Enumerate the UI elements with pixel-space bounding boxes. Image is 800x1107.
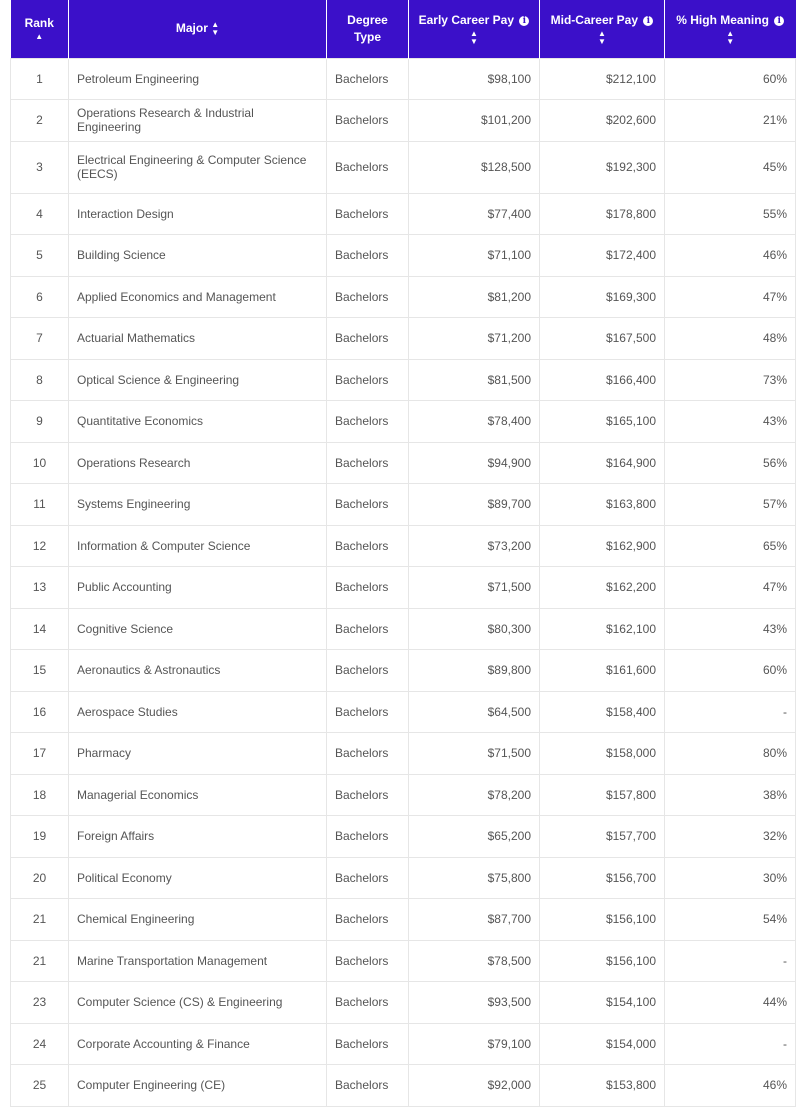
degree-type-cell: Bachelors — [327, 982, 409, 1024]
table-row — [11, 899, 796, 941]
degree-type-cell: Bachelors — [327, 650, 409, 692]
rank-cell: 17 — [11, 733, 69, 775]
early-career-pay-cell: $78,400 — [409, 401, 540, 443]
degree-type-cell: Bachelors — [327, 774, 409, 816]
rank-cell: 4 — [11, 193, 69, 235]
major-cell: Political Economy — [69, 857, 327, 899]
mid-career-pay-cell: $172,400 — [540, 235, 665, 277]
major-cell: Electrical Engineering & Computer Science (EECS) — [69, 141, 327, 193]
major-cell: Corporate Accounting & Finance — [69, 1023, 327, 1065]
mid-header-label: Mid-Career Pay — [550, 12, 639, 27]
meaning-header-label: % High Meaning — [676, 12, 769, 27]
major-cell: Aerospace Studies — [69, 691, 327, 733]
high-meaning-cell: 54% — [665, 899, 796, 941]
high-meaning-cell: 73% — [665, 359, 796, 401]
degree-type-cell: Bachelors — [327, 940, 409, 982]
high-meaning-cell: 55% — [665, 193, 796, 235]
table-row — [11, 318, 796, 360]
mid-career-pay-cell: $202,600 — [540, 100, 665, 142]
major-cell: Operations Research & Industrial Engineering — [69, 100, 327, 142]
table-row — [11, 235, 796, 277]
degree-type-cell: Bachelors — [327, 857, 409, 899]
major-cell: Applied Economics and Management — [69, 276, 327, 318]
table-row — [11, 193, 796, 235]
rank-cell: 5 — [11, 235, 69, 277]
table-body — [11, 58, 796, 1106]
early-career-pay-cell: $94,900 — [409, 442, 540, 484]
table-row — [11, 857, 796, 899]
table-row — [11, 141, 796, 193]
high-meaning-cell: 45% — [665, 141, 796, 193]
rank-cell: 15 — [11, 650, 69, 692]
degree-type-cell: Bachelors — [327, 816, 409, 858]
early-career-pay-cell: $78,200 — [409, 774, 540, 816]
mid-career-pay-cell: $154,100 — [540, 982, 665, 1024]
high-meaning-cell: 32% — [665, 816, 796, 858]
mid-career-pay-cell: $161,600 — [540, 650, 665, 692]
major-cell: Managerial Economics — [69, 774, 327, 816]
rank-cell: 21 — [11, 899, 69, 941]
high-meaning-cell: 57% — [665, 484, 796, 526]
rank-cell: 19 — [11, 816, 69, 858]
sort-up-down-icon: ▲ ▼ — [726, 28, 735, 46]
mid-career-pay-cell: $178,800 — [540, 193, 665, 235]
rank-header-label: Rank — [24, 16, 54, 31]
mid-career-pay-cell: $162,900 — [540, 525, 665, 567]
early-career-pay-cell: $87,700 — [409, 899, 540, 941]
major-cell: Pharmacy — [69, 733, 327, 775]
degree-type-cell: Bachelors — [327, 58, 409, 100]
degree-type-column-header[interactable] — [327, 0, 409, 58]
degree-type-cell: Bachelors — [327, 359, 409, 401]
high-meaning-cell: 48% — [665, 318, 796, 360]
mid-career-pay-cell: $192,300 — [540, 141, 665, 193]
major-cell: Building Science — [69, 235, 327, 277]
major-cell: Computer Science (CS) & Engineering — [69, 982, 327, 1024]
major-cell: Chemical Engineering — [69, 899, 327, 941]
high-meaning-cell: 60% — [665, 58, 796, 100]
mid-career-pay-cell: $158,000 — [540, 733, 665, 775]
early-career-pay-cell: $81,500 — [409, 359, 540, 401]
table-row — [11, 1023, 796, 1065]
mid-career-pay-cell: $154,000 — [540, 1023, 665, 1065]
salary-table — [10, 0, 796, 1107]
early-career-pay-cell: $65,200 — [409, 816, 540, 858]
mid-career-pay-cell: $156,100 — [540, 940, 665, 982]
degree-type-cell: Bachelors — [327, 100, 409, 142]
table-row — [11, 276, 796, 318]
degree-type-cell: Bachelors — [327, 608, 409, 650]
early-career-pay-cell: $71,500 — [409, 567, 540, 609]
high-meaning-cell: 46% — [665, 235, 796, 277]
major-cell: Cognitive Science — [69, 608, 327, 650]
mid-career-pay-cell: $164,900 — [540, 442, 665, 484]
rank-cell: 6 — [11, 276, 69, 318]
rank-cell: 25 — [11, 1065, 69, 1107]
rank-cell: 13 — [11, 567, 69, 609]
mid-career-pay-cell: $166,400 — [540, 359, 665, 401]
mid-career-pay-cell: $163,800 — [540, 484, 665, 526]
major-cell: Systems Engineering — [69, 484, 327, 526]
table-header-row — [11, 0, 796, 58]
high-meaning-cell: - — [665, 1023, 796, 1065]
mid-career-pay-column-header[interactable] — [540, 0, 665, 58]
major-cell: Public Accounting — [69, 567, 327, 609]
sort-up-down-icon: ▲ ▼ — [470, 28, 478, 46]
degree-type-cell: Bachelors — [327, 899, 409, 941]
major-cell: Quantitative Economics — [69, 401, 327, 443]
high-meaning-cell: 60% — [665, 650, 796, 692]
high-meaning-cell: - — [665, 691, 796, 733]
mid-career-pay-cell: $157,700 — [540, 816, 665, 858]
degree-type-cell: Bachelors — [327, 442, 409, 484]
early-career-pay-cell: $81,200 — [409, 276, 540, 318]
mid-career-pay-cell: $156,100 — [540, 899, 665, 941]
table-row — [11, 58, 796, 100]
early-career-pay-cell: $75,800 — [409, 857, 540, 899]
rank-cell: 7 — [11, 318, 69, 360]
major-cell: Aeronautics & Astronautics — [69, 650, 327, 692]
degree-type-cell: Bachelors — [327, 193, 409, 235]
major-cell: Operations Research — [69, 442, 327, 484]
table-row — [11, 484, 796, 526]
table-row — [11, 525, 796, 567]
high-meaning-cell: 44% — [665, 982, 796, 1024]
info-circle-icon[interactable]: i — [643, 16, 653, 26]
early-career-pay-cell: $93,500 — [409, 982, 540, 1024]
rank-column-header[interactable] — [11, 0, 69, 58]
high-meaning-cell: 65% — [665, 525, 796, 567]
mid-career-pay-cell: $162,200 — [540, 567, 665, 609]
early-career-pay-cell: $92,000 — [409, 1065, 540, 1107]
degree-type-cell: Bachelors — [327, 691, 409, 733]
early-career-pay-cell: $89,800 — [409, 650, 540, 692]
early-career-pay-cell: $71,200 — [409, 318, 540, 360]
early-career-pay-cell: $101,200 — [409, 100, 540, 142]
sort-up-down-icon: ▲ ▼ — [211, 20, 220, 38]
high-meaning-column-header[interactable] — [665, 0, 796, 58]
mid-career-pay-cell: $156,700 — [540, 857, 665, 899]
early-career-pay-cell: $79,100 — [409, 1023, 540, 1065]
early-career-pay-cell: $73,200 — [409, 525, 540, 567]
table-row — [11, 733, 796, 775]
sort-up-down-icon: ▲ ▼ — [598, 28, 606, 46]
table-row — [11, 650, 796, 692]
table-row — [11, 691, 796, 733]
degree-type-cell: Bachelors — [327, 235, 409, 277]
rank-cell: 8 — [11, 359, 69, 401]
mid-career-pay-cell: $169,300 — [540, 276, 665, 318]
early-career-pay-column-header[interactable] — [409, 0, 540, 58]
table-row — [11, 567, 796, 609]
major-cell: Interaction Design — [69, 193, 327, 235]
degree-type-cell: Bachelors — [327, 1023, 409, 1065]
mid-career-pay-cell: $167,500 — [540, 318, 665, 360]
table-row — [11, 816, 796, 858]
info-circle-icon[interactable]: i — [519, 16, 529, 26]
table-row — [11, 401, 796, 443]
table-row — [11, 359, 796, 401]
rank-cell: 12 — [11, 525, 69, 567]
major-cell: Actuarial Mathematics — [69, 318, 327, 360]
rank-cell: 24 — [11, 1023, 69, 1065]
high-meaning-cell: - — [665, 940, 796, 982]
degree-type-cell: Bachelors — [327, 141, 409, 193]
early-career-pay-cell: $78,500 — [409, 940, 540, 982]
rank-cell: 20 — [11, 857, 69, 899]
table-row — [11, 940, 796, 982]
early-header-label: Early Career Pay — [418, 12, 515, 27]
rank-cell: 23 — [11, 982, 69, 1024]
table-row — [11, 982, 796, 1024]
major-cell: Information & Computer Science — [69, 525, 327, 567]
high-meaning-cell: 43% — [665, 608, 796, 650]
major-column-header[interactable] — [69, 0, 327, 58]
high-meaning-cell: 47% — [665, 276, 796, 318]
high-meaning-cell: 80% — [665, 733, 796, 775]
degree-type-cell: Bachelors — [327, 567, 409, 609]
degree-type-cell: Bachelors — [327, 318, 409, 360]
rank-cell: 3 — [11, 141, 69, 193]
rank-cell: 9 — [11, 401, 69, 443]
rank-cell: 1 — [11, 58, 69, 100]
early-career-pay-cell: $98,100 — [409, 58, 540, 100]
degree-type-cell: Bachelors — [327, 484, 409, 526]
mid-career-pay-cell: $165,100 — [540, 401, 665, 443]
degree-header-label-line2: Type — [353, 29, 382, 44]
degree-type-cell: Bachelors — [327, 525, 409, 567]
rank-cell: 2 — [11, 100, 69, 142]
mid-career-pay-cell: $212,100 — [540, 58, 665, 100]
table-row — [11, 774, 796, 816]
early-career-pay-cell: $71,100 — [409, 235, 540, 277]
high-meaning-cell: 46% — [665, 1065, 796, 1107]
major-cell: Computer Engineering (CE) — [69, 1065, 327, 1107]
degree-header-label-line1: Degree — [347, 12, 388, 27]
early-career-pay-cell: $77,400 — [409, 193, 540, 235]
high-meaning-cell: 38% — [665, 774, 796, 816]
mid-career-pay-cell: $162,100 — [540, 608, 665, 650]
rank-cell: 21 — [11, 940, 69, 982]
major-header-label: Major — [175, 21, 208, 36]
degree-type-cell: Bachelors — [327, 1065, 409, 1107]
high-meaning-cell: 43% — [665, 401, 796, 443]
rank-cell: 18 — [11, 774, 69, 816]
rank-cell: 11 — [11, 484, 69, 526]
early-career-pay-cell: $80,300 — [409, 608, 540, 650]
degree-type-cell: Bachelors — [327, 733, 409, 775]
rank-cell: 16 — [11, 691, 69, 733]
early-career-pay-cell: $128,500 — [409, 141, 540, 193]
mid-career-pay-cell: $153,800 — [540, 1065, 665, 1107]
rank-cell: 10 — [11, 442, 69, 484]
high-meaning-cell: 47% — [665, 567, 796, 609]
high-meaning-cell: 21% — [665, 100, 796, 142]
table-row — [11, 100, 796, 142]
table-row — [11, 442, 796, 484]
mid-career-pay-cell: $157,800 — [540, 774, 665, 816]
high-meaning-cell: 30% — [665, 857, 796, 899]
high-meaning-cell: 56% — [665, 442, 796, 484]
degree-type-cell: Bachelors — [327, 276, 409, 318]
early-career-pay-cell: $64,500 — [409, 691, 540, 733]
early-career-pay-cell: $89,700 — [409, 484, 540, 526]
mid-career-pay-cell: $158,400 — [540, 691, 665, 733]
table-row — [11, 608, 796, 650]
caret-up-icon: ▲ — [35, 32, 44, 42]
salary-table-container — [10, 0, 795, 1107]
rank-cell: 14 — [11, 608, 69, 650]
degree-type-cell: Bachelors — [327, 401, 409, 443]
major-cell: Foreign Affairs — [69, 816, 327, 858]
early-career-pay-cell: $71,500 — [409, 733, 540, 775]
major-cell: Marine Transportation Management — [69, 940, 327, 982]
table-row — [11, 1065, 796, 1107]
major-cell: Petroleum Engineering — [69, 58, 327, 100]
info-circle-icon[interactable]: i — [774, 16, 784, 26]
major-cell: Optical Science & Engineering — [69, 359, 327, 401]
